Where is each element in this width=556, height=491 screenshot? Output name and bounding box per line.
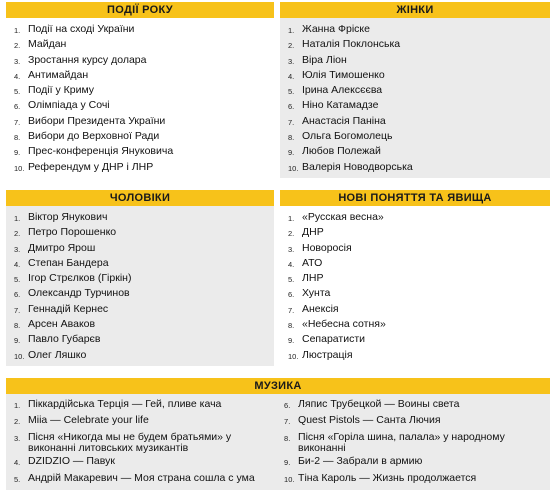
concepts-panel [280, 190, 550, 366]
list-item: 3. Дмитро Ярош [14, 241, 96, 254]
list-item: 4. Юлія Тимошенко [288, 68, 385, 81]
list-item: 10. Тіна Кароль — Жизнь продолжается [284, 471, 477, 484]
music-list-right [276, 394, 550, 487]
list-item: 7. Вибори Президента України [14, 114, 166, 127]
list-item: 2. Петро Порошенко [14, 226, 117, 239]
list-item: 9. Би-2 — Забрали в армию [284, 455, 423, 468]
list-item: 4. Антимайдан [14, 68, 89, 81]
list-item: 9. Прес-конференція Януковича [14, 145, 174, 158]
list-item: 1. Події на сході України [14, 23, 135, 35]
music-panel [6, 378, 550, 490]
women-list [280, 18, 550, 175]
list-item: 1. Піккардійська Терція — Гей, пливе кача [14, 398, 222, 410]
list-item: 5. Андрій Макаревич — Моя страна сошла с ума [14, 471, 255, 484]
list-item: 6. Олександр Турчинов [14, 287, 130, 300]
list-item: 7. Анастасія Паніна [288, 114, 386, 127]
list-item: 4. АТО [288, 256, 323, 269]
list-item: 4. Степан Бандера [14, 256, 109, 269]
list-item: 6. Хунта [288, 287, 331, 300]
list-item: 3. Пісня «Никогда мы не будем братьями» у виконанні литовських музикантів [14, 430, 232, 454]
list-item: 7. Геннадій Кернес [14, 302, 109, 315]
list-item: 6. Ляпис Трубецкой — Воины света [284, 398, 460, 410]
list-item: 6. Олімпіада у Сочі [14, 99, 110, 112]
list-item: 4. DZIDZIO — Павук [14, 455, 115, 468]
men-header: ЧОЛОВІКИ [6, 190, 274, 206]
list-item: 1. Жанна Фріске [288, 23, 370, 35]
music-list-left [6, 394, 276, 487]
list-item: 8. Пісня «Горіла шина, палала» у народному виконанні [284, 430, 505, 454]
list-item: 2. Miia — Celebrate your life [14, 414, 149, 427]
list-item: 8. Ольга Богомолець [288, 130, 393, 143]
men-panel [6, 190, 274, 366]
list-item: 10. Референдум у ДНР і ЛНР [14, 160, 154, 173]
list-item: 10. Люстрація [288, 348, 353, 361]
list-item: 9. Сепаратисти [288, 333, 365, 346]
list-item: 8. Арсен Аваков [14, 318, 96, 331]
list-item: 5. Ігор Стрєлков (Гіркін) [14, 272, 132, 285]
music-header: МУЗИКА [6, 378, 550, 394]
list-item: 5. Ірина Алексєєва [288, 84, 383, 97]
women-header: ЖІНКИ [280, 2, 550, 18]
list-item: 9. Павло Губарєв [14, 333, 101, 346]
events-header: ПОДІЇ РОКУ [6, 2, 274, 18]
list-item: 10. Валерія Новодворська [288, 160, 413, 173]
list-item: 6. Ніно Катамадзе [288, 99, 379, 112]
list-item: 2. Наталія Поклонська [288, 38, 401, 51]
list-item: 3. Новоросія [288, 241, 352, 254]
list-item: 7. Анексія [288, 302, 339, 315]
events-list [6, 18, 274, 175]
list-item: 8. Вибори до Верховної Ради [14, 130, 160, 143]
women-panel [280, 2, 550, 178]
concepts-header: НОВІ ПОНЯТТЯ ТА ЯВИЩА [280, 190, 550, 206]
list-item: 7. Quest Pistols — Санта Лючия [284, 414, 441, 427]
list-item: 3. Віра Ліон [288, 53, 347, 66]
list-item: 5. Події у Криму [14, 84, 95, 97]
men-list [6, 206, 274, 363]
concepts-list [280, 206, 550, 363]
events-panel [6, 2, 274, 178]
list-item: 2. Майдан [14, 38, 67, 51]
list-item: 2. ДНР [288, 226, 324, 239]
list-item: 1. «Русская весна» [288, 211, 384, 223]
list-item: 8. «Небесна сотня» [288, 318, 386, 331]
list-item: 10. Олег Ляшко [14, 348, 87, 361]
list-item: 9. Любов Полежай [288, 145, 381, 158]
music-columns [6, 394, 550, 487]
list-item: 1. Віктор Янукович [14, 211, 108, 223]
list-item: 3. Зростання курсу долара [14, 53, 147, 66]
list-item: 5. ЛНР [288, 272, 324, 285]
